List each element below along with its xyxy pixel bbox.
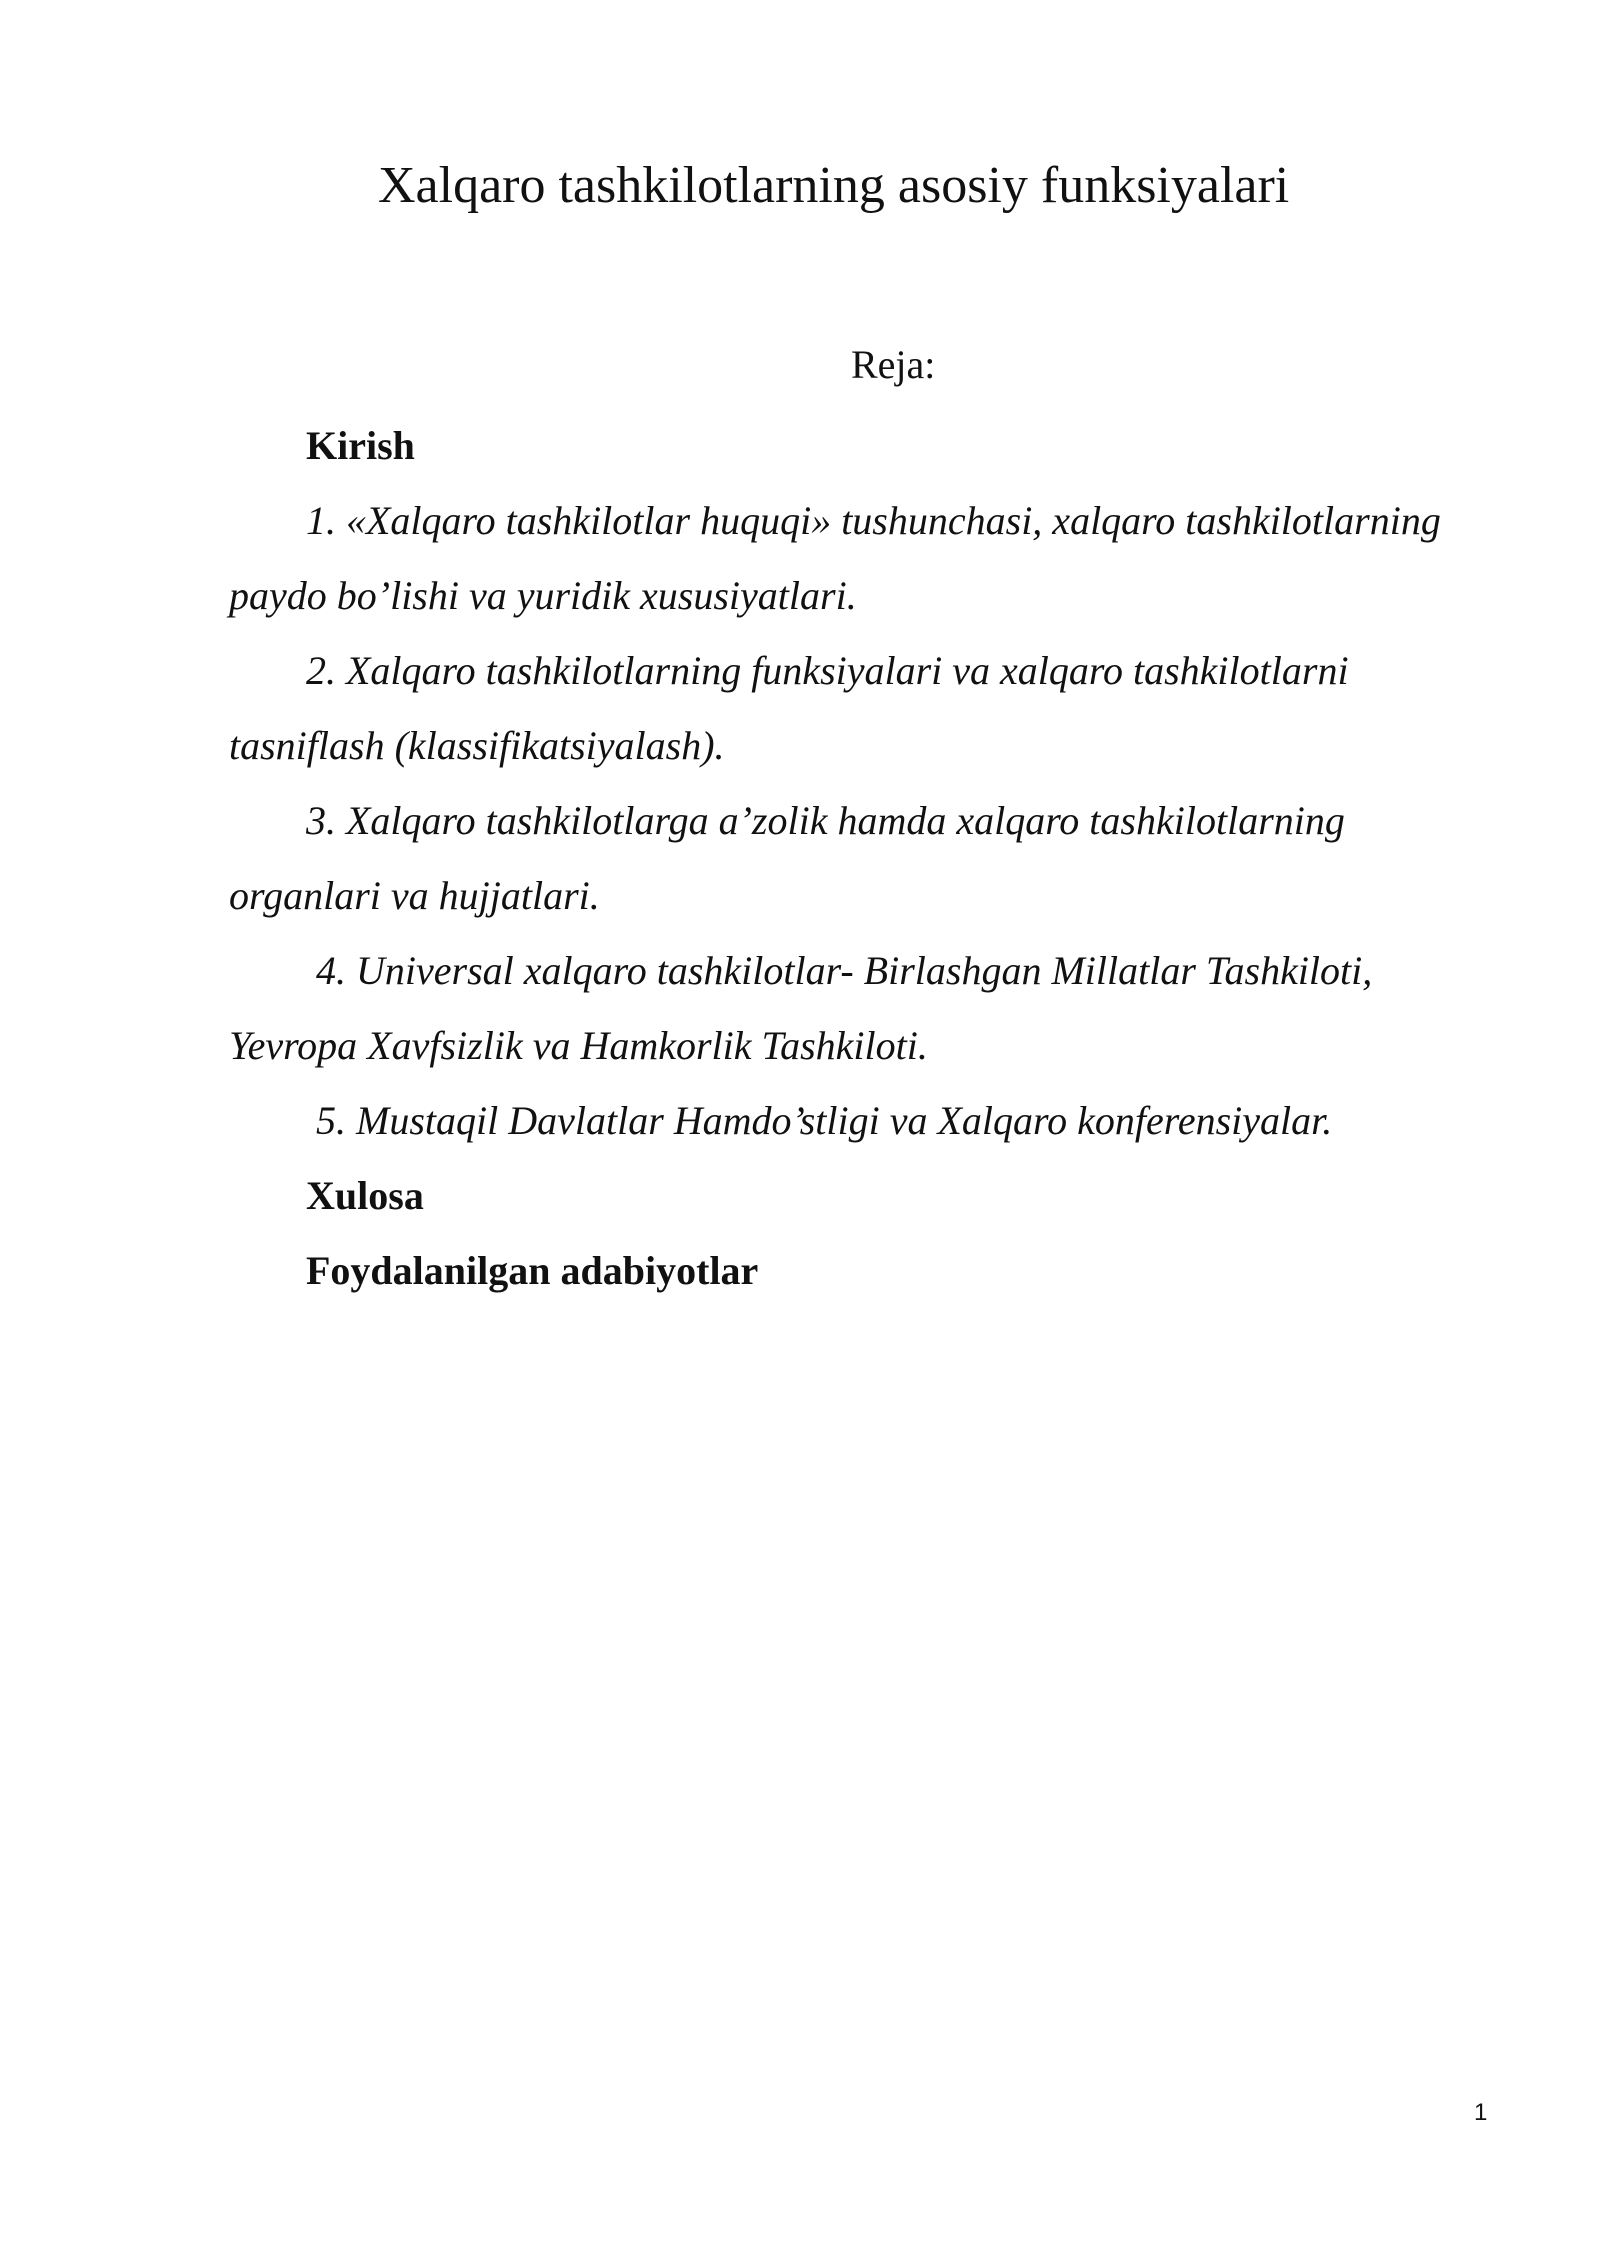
plan-item-1: 1. «Xalqaro tashkilotlar huquqi» tushunchasi, xalqaro tashkilotlarning paydo bo’lishi va yuridik xususiyatlari. bbox=[229, 498, 1441, 618]
plan-item-5: 5. Mustaqil Davlatlar Hamdo’stligi va Xalqaro konferensiyalar. bbox=[316, 1098, 1333, 1143]
page-number: 1 bbox=[1474, 2099, 1488, 2126]
document-title: Xalqaro tashkilotlarning asosiy funksiyalari bbox=[378, 157, 1290, 214]
plan-item-3: 3. Xalqaro tashkilotlarga a’zolik hamda xalqaro tashkilotlarning organlari va hujjatlari. bbox=[229, 798, 1345, 918]
plan-intro: Kirish bbox=[306, 423, 415, 468]
plan-heading: Reja: bbox=[851, 342, 936, 387]
plan-item-4: 4. Universal xalqaro tashkilotlar- Birlashgan Millatlar Tashkiloti, Yevropa Xavfsizlik va Hamkorlik Tashkiloti. bbox=[229, 948, 1373, 1068]
plan-conclusion: Xulosa bbox=[306, 1173, 424, 1218]
plan-references: Foydalanilgan adabiyotlar bbox=[306, 1248, 759, 1293]
plan-list bbox=[229, 408, 1479, 1308]
plan-item-2: 2. Xalqaro tashkilotlarning funksiyalari va xalqaro tashkilotlarni tasniflash (klassifikatsiyalash). bbox=[229, 648, 1349, 768]
